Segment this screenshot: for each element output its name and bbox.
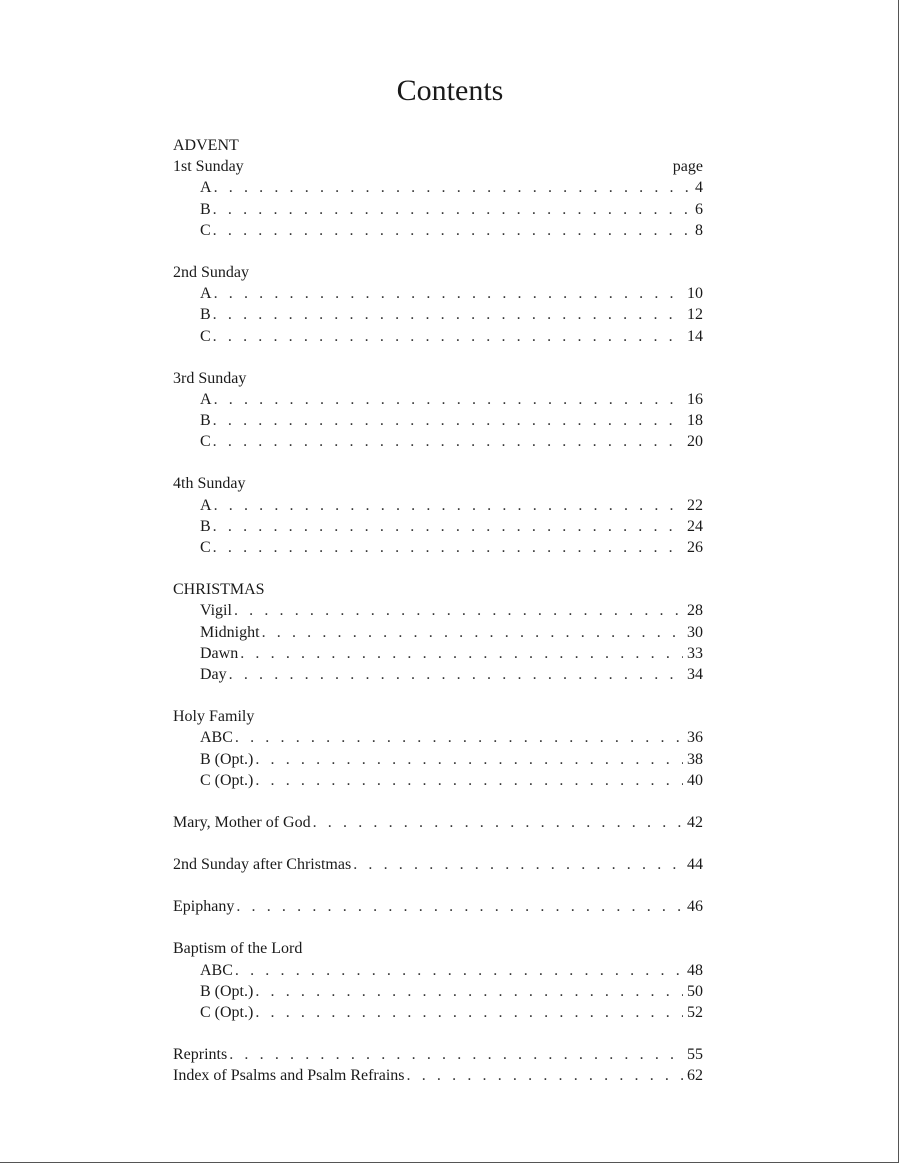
spacer	[173, 833, 703, 854]
entry-label: C (Opt.)	[200, 771, 254, 789]
entry-label: Reprints	[173, 1046, 228, 1064]
dot-leader	[255, 749, 683, 770]
entry-label: B	[200, 412, 211, 430]
page-number: 52	[687, 1004, 703, 1021]
page-number: 12	[687, 306, 703, 324]
entry-label: Index of Psalms and Psalm Refrains	[173, 1067, 405, 1085]
page-number: 38	[687, 750, 703, 768]
dot-leader	[235, 960, 683, 981]
page-number: 50	[687, 982, 703, 1000]
toc-entry[interactable]	[173, 389, 703, 410]
dot-leader	[213, 410, 683, 431]
entry-label: A	[200, 285, 212, 303]
page-number: 42	[687, 813, 703, 831]
advent-4th-sunday: 4th Sunday	[173, 475, 246, 493]
dot-leader	[213, 537, 683, 558]
dot-leader	[213, 431, 683, 452]
dot-leader	[214, 495, 683, 516]
toc-entry[interactable]	[173, 304, 703, 325]
entry-label: A	[200, 390, 212, 408]
page-number: 48	[687, 961, 703, 979]
page-number: 22	[687, 496, 703, 514]
spacer	[173, 558, 703, 579]
dot-leader	[240, 643, 683, 664]
page-number: 10	[687, 285, 703, 303]
dot-leader	[213, 304, 683, 325]
toc-entry[interactable]	[173, 622, 703, 643]
page-number: 28	[687, 602, 703, 620]
toc-entry[interactable]	[173, 664, 703, 685]
dot-leader	[214, 177, 691, 198]
entry-label: Midnight	[200, 623, 260, 641]
page-number: 16	[687, 390, 703, 408]
spacer	[173, 452, 703, 473]
toc-entry[interactable]	[173, 537, 703, 558]
entry-label: B	[200, 517, 211, 535]
toc-entry[interactable]	[173, 495, 703, 516]
dot-leader	[255, 981, 683, 1002]
entry-label: ABC	[200, 961, 233, 979]
spacer	[173, 875, 703, 896]
page-number: 33	[687, 644, 703, 662]
toc-entry[interactable]	[173, 220, 703, 241]
toc-entry[interactable]	[173, 177, 703, 198]
subsection-heading: 1st Sunday	[173, 158, 244, 176]
page-number: 62	[687, 1067, 703, 1085]
toc-entry[interactable]	[173, 727, 703, 748]
dot-leader	[313, 812, 683, 833]
spacer	[173, 791, 703, 812]
table-of-contents	[173, 135, 703, 1087]
page-column-label: page	[672, 158, 703, 176]
toc-entry[interactable]	[173, 410, 703, 431]
entry-label: Mary, Mother of God	[173, 813, 311, 831]
page-number: 44	[687, 856, 703, 874]
entry-label: A	[200, 179, 212, 197]
entry-label: C	[200, 221, 211, 239]
page-number: 46	[687, 898, 703, 916]
toc-entry[interactable]	[173, 431, 703, 452]
dot-leader	[235, 727, 683, 748]
toc-entry[interactable]	[173, 600, 703, 621]
toc-entry[interactable]	[173, 516, 703, 537]
spacer	[173, 917, 703, 938]
section-heading-advent: ADVENT	[173, 137, 239, 154]
toc-entry[interactable]	[173, 770, 703, 791]
toc-entry[interactable]	[173, 283, 703, 304]
entry-label: C	[200, 539, 211, 556]
entry-label: C	[200, 433, 211, 451]
dot-leader	[353, 854, 683, 875]
dot-leader	[213, 516, 683, 537]
toc-entry[interactable]	[173, 981, 703, 1002]
page-number: 55	[687, 1046, 703, 1064]
entry-label: Day	[200, 665, 227, 683]
page-number: 34	[687, 665, 703, 683]
dot-leader	[234, 600, 683, 621]
advent-2nd-sunday: 2nd Sunday	[173, 263, 249, 281]
dot-leader	[213, 326, 683, 347]
page-number: 24	[687, 517, 703, 535]
entry-label: C	[200, 327, 211, 345]
spacer	[173, 347, 703, 368]
toc-entry[interactable]	[173, 643, 703, 664]
section-heading-christmas: CHRISTMAS	[173, 581, 265, 599]
page-title: Contents	[396, 74, 504, 107]
toc-entry-reprints[interactable]	[173, 1044, 703, 1065]
dot-leader	[214, 283, 683, 304]
page-number: 36	[687, 729, 703, 747]
page-number: 26	[687, 539, 703, 556]
entry-label: B	[200, 200, 211, 218]
dot-leader	[213, 220, 691, 241]
page-number: 6	[695, 200, 703, 218]
dot-leader	[229, 1044, 683, 1065]
toc-entry[interactable]	[173, 960, 703, 981]
entry-label: Dawn	[200, 644, 239, 662]
entry-label: B (Opt.)	[200, 982, 254, 1000]
dot-leader	[213, 199, 691, 220]
toc-entry[interactable]	[173, 199, 703, 220]
entry-label: B (Opt.)	[200, 750, 254, 768]
toc-entry[interactable]	[173, 1002, 703, 1023]
page-number: 4	[695, 179, 703, 197]
toc-entry-epiphany[interactable]	[173, 896, 703, 917]
spacer	[173, 241, 703, 262]
entry-label: Epiphany	[173, 898, 235, 916]
dot-leader	[255, 1002, 683, 1023]
dot-leader	[407, 1065, 683, 1086]
dot-leader	[255, 770, 683, 791]
entry-label: C (Opt.)	[200, 1004, 254, 1021]
advent-1st-sunday	[173, 156, 703, 177]
toc-entry[interactable]	[173, 749, 703, 770]
toc-entry-2nd-sunday-after-christmas[interactable]	[173, 854, 703, 875]
dot-leader	[262, 622, 683, 643]
dot-leader	[214, 389, 683, 410]
toc-entry-mary-mother-of-god[interactable]	[173, 812, 703, 833]
entry-label: ABC	[200, 729, 233, 747]
page-number: 30	[687, 623, 703, 641]
entry-label: B	[200, 306, 211, 324]
spacer	[173, 1023, 703, 1044]
dot-leader	[229, 664, 683, 685]
entry-label: Vigil	[200, 602, 232, 620]
entry-label: 2nd Sunday after Christmas	[173, 856, 352, 874]
page-number: 40	[687, 771, 703, 789]
section-heading-baptism: Baptism of the Lord	[173, 940, 303, 958]
page-number: 14	[687, 327, 703, 345]
advent-3rd-sunday: 3rd Sunday	[173, 369, 247, 387]
page-number: 20	[687, 433, 703, 451]
spacer	[173, 685, 703, 706]
entry-label: A	[200, 496, 212, 514]
page-number: 18	[687, 412, 703, 430]
dot-leader	[236, 896, 683, 917]
section-heading-holy-family: Holy Family	[173, 708, 255, 726]
toc-entry[interactable]	[173, 326, 703, 347]
toc-entry-index-of-psalms[interactable]	[173, 1065, 703, 1086]
page-number: 8	[695, 221, 703, 239]
